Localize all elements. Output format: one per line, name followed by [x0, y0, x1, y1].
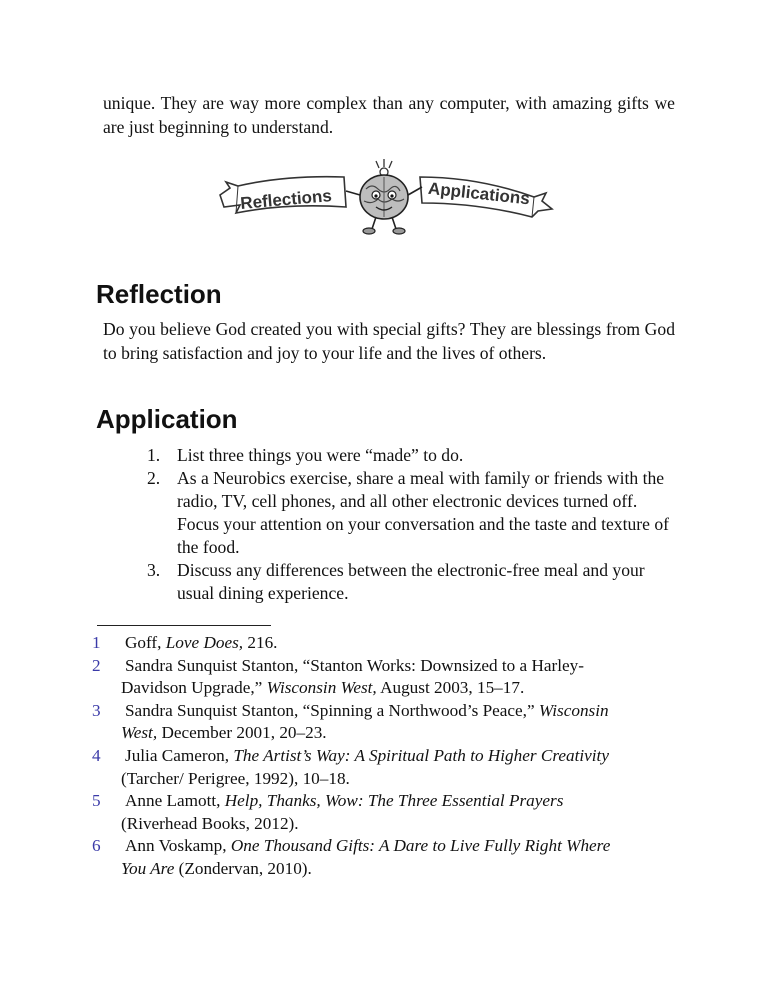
application-heading: Application	[96, 404, 238, 434]
list-item-text: List three things you were “made” to do.	[177, 445, 464, 465]
footnote-text-part: (Riverhead Books, 2012).	[121, 813, 299, 833]
footnote-text	[121, 700, 692, 745]
footnote-continuation	[121, 858, 692, 881]
footnotes-list	[92, 632, 692, 881]
footnote-text-part: 216.	[243, 633, 278, 652]
footnote-text-part: (Tarcher/ Perigree, 1992), 10–18.	[121, 768, 350, 788]
footnote-continuation	[121, 677, 692, 700]
footnote-1	[92, 632, 692, 655]
footnote-text-part: August 2003, 15–17.	[376, 678, 525, 698]
reflection-paragraph: Do you believe God created you with special gifts? They are blessings from God to bring satisfaction and joy to your life and the lives of others.	[103, 319, 675, 363]
application-list	[147, 444, 677, 605]
footnote-divider	[97, 625, 271, 626]
banner-left-label: Reflections	[239, 186, 333, 213]
list-item-number: 3.	[147, 560, 161, 580]
footnote-text-part: Goff,	[125, 633, 166, 652]
list-item-number: 2.	[147, 468, 161, 488]
reflections-applications-banner	[216, 155, 554, 240]
footnote-number: 4	[92, 745, 101, 765]
footnote-title: You Are	[121, 858, 175, 878]
list-item-text: Discuss any differences between the electronic-free meal and your usual dining experience.	[177, 560, 645, 603]
brain-mascot-icon	[346, 159, 422, 234]
footnote-continuation	[121, 722, 692, 745]
footnote-title: The Artist’s Way: A Spiritual Path to Higher Creativity	[233, 745, 609, 765]
footnote-6	[92, 835, 692, 880]
reflection-heading: Reflection	[96, 279, 222, 309]
footnote-text	[121, 655, 692, 700]
footnote-text	[125, 632, 692, 655]
list-item	[147, 467, 677, 559]
footnote-text	[121, 835, 692, 880]
footnote-text-part: (Zondervan, 2010).	[174, 858, 312, 878]
footnote-text-part: Ann Voskamp,	[125, 836, 231, 856]
footnote-title: One Thousand Gifts: A Dare to Live Fully Right Where	[230, 836, 611, 856]
footnote-continuation	[121, 813, 692, 836]
footnote-number: 1	[92, 633, 101, 652]
footnote-number: 5	[92, 791, 101, 811]
list-item	[147, 559, 677, 605]
footnote-text	[121, 745, 692, 790]
footnote-2	[92, 655, 692, 700]
footnote-continuation	[121, 768, 692, 791]
footnote-number: 3	[92, 700, 101, 720]
list-item	[147, 444, 677, 467]
footnote-text-part: Anne Lamott,	[125, 791, 225, 811]
list-item-number: 1.	[147, 445, 161, 465]
footnote-5	[92, 790, 692, 835]
footnote-title: Love Does,	[165, 633, 244, 652]
footnote-4	[92, 745, 692, 790]
footnote-title: Help, Thanks, Wow: The Three Essential Prayers	[224, 791, 564, 811]
footnote-title: West,	[121, 723, 158, 743]
footnote-3	[92, 700, 692, 745]
list-item-text: As a Neurobics exercise, share a meal with family or friends with the radio, TV, cell phones, and all other electronic devices turned off. Focus your attention on your conversation and the taste and texture of the food.	[177, 468, 670, 557]
footnote-text-part: Sandra Sunquist Stanton, “Spinning a Northwood’s Peace,”	[125, 700, 539, 720]
footnote-number: 2	[92, 655, 101, 675]
footnote-number: 6	[92, 836, 101, 856]
footnote-text	[121, 790, 692, 835]
footnote-title: Wisconsin	[538, 700, 609, 720]
footnote-title: Wisconsin West,	[266, 678, 377, 698]
banner-right-label: Applications	[427, 178, 531, 209]
footnote-text-part: Julia Cameron,	[125, 745, 234, 765]
intro-paragraph: unique. They are way more complex than any computer, with amazing gifts we are just beginning to understand.	[103, 93, 675, 137]
footnote-text-part: Sandra Sunquist Stanton, “Stanton Works: Downsized to a Harley-	[125, 655, 584, 675]
footnote-text-part: Davidson Upgrade,”	[121, 678, 267, 698]
footnote-text-part: December 2001, 20–23.	[157, 723, 327, 743]
